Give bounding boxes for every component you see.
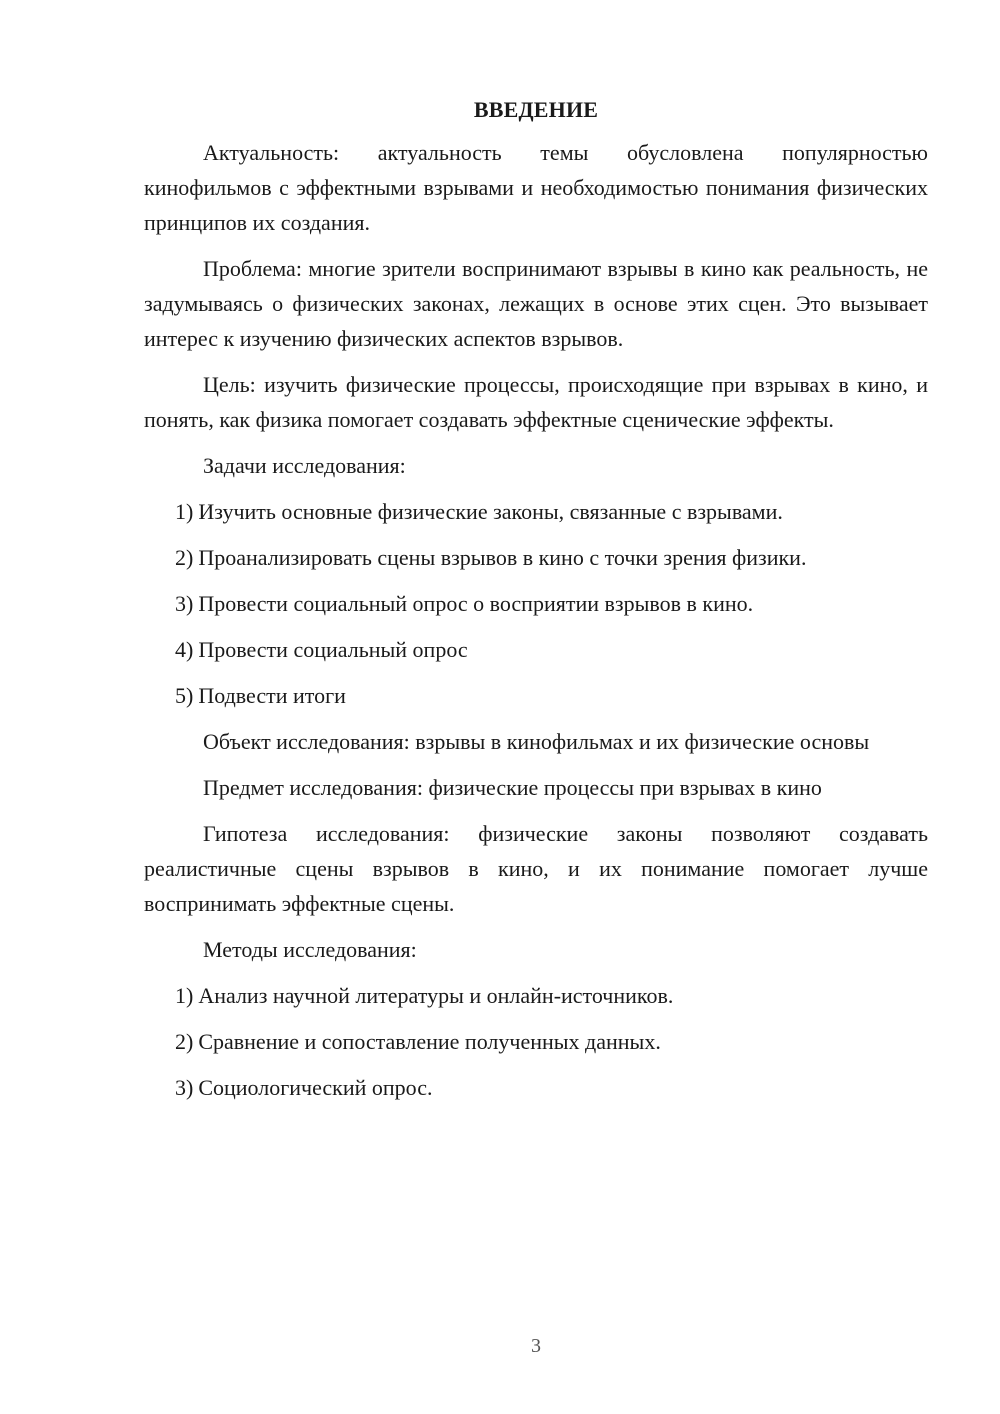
methods-list (144, 978, 928, 1105)
list-item-text: Изучить основные физические законы, связанные с взрывами. (198, 499, 783, 524)
list-item-number: 2) (175, 1029, 194, 1054)
list-item-number: 2) (175, 545, 194, 570)
list-item-number: 3) (175, 1075, 194, 1100)
problem-paragraph: Проблема: многие зрители воспринимают взрывы в кино как реальность, не задумываясь о физических законах, лежащих в основе этих сцен. Это вызывает интерес к изучению физических аспектов взрывов. (144, 256, 928, 351)
list-item-text: Подвести итоги (198, 683, 346, 708)
list-item (144, 1024, 928, 1059)
methods-heading: Методы исследования: (203, 937, 417, 962)
page-number: 3 (531, 1335, 541, 1357)
list-item-number: 4) (175, 637, 194, 662)
tasks-heading: Задачи исследования: (203, 453, 406, 478)
object-paragraph: Объект исследования: взрывы в кинофильмах и их физические основы (203, 729, 870, 754)
list-item-text: Провести социальный опрос о восприятии взрывов в кино. (198, 591, 754, 616)
list-item (144, 978, 928, 1013)
list-item-number: 3) (175, 591, 194, 616)
list-item-text: Социологический опрос. (198, 1075, 433, 1100)
list-item-text: Сравнение и сопоставление полученных данных. (198, 1029, 661, 1054)
hypothesis-paragraph: Гипотеза исследования: физические законы позволяют создавать реалистичные сцены взрывов в кино, и их понимание помогает лучше воспринимать эффектные сцены. (144, 821, 928, 916)
relevance-paragraph: Актуальность: актуальность темы обусловлена популярностью кинофильмов с эффектными взрывами и необходимостью понимания физических принципов их создания. (144, 140, 928, 235)
list-item-number: 5) (175, 683, 194, 708)
list-item (144, 1070, 928, 1105)
tasks-list (144, 494, 928, 713)
list-item-text: Провести социальный опрос (198, 637, 468, 662)
list-item-number: 1) (175, 499, 194, 524)
document-page (144, 95, 928, 1116)
list-item (144, 540, 928, 575)
goal-paragraph: Цель: изучить физические процессы, происходящие при взрывах в кино, и понять, как физика помогает создавать эффектные сценические эффекты. (144, 372, 928, 432)
page-title: ВВЕДЕНИЕ (473, 97, 599, 122)
list-item (144, 632, 928, 667)
list-item (144, 586, 928, 621)
list-item (144, 678, 928, 713)
list-item-number: 1) (175, 983, 194, 1008)
subject-paragraph: Предмет исследования: физические процессы при взрывах в кино (203, 775, 822, 800)
list-item-text: Анализ научной литературы и онлайн-источников. (198, 983, 674, 1008)
list-item (144, 494, 928, 529)
list-item-text: Проанализировать сцены взрывов в кино с точки зрения физики. (198, 545, 807, 570)
